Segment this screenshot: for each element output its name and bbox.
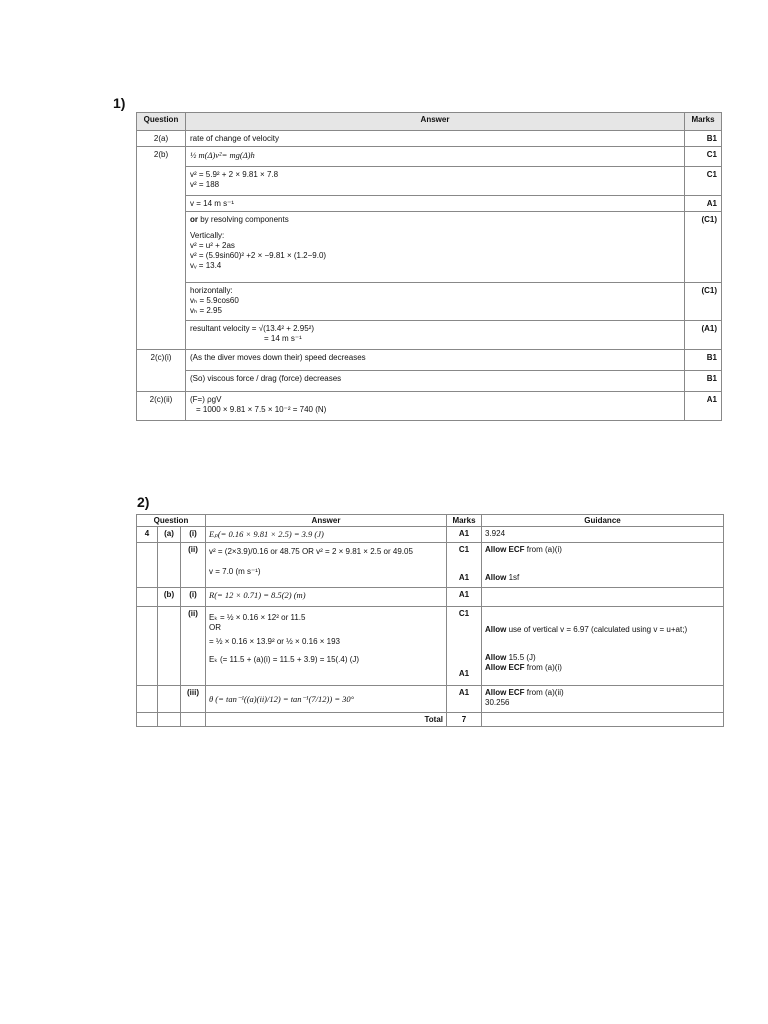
table-row [137,196,722,212]
table-row [137,607,724,686]
table-row [137,350,722,371]
answer-cell [186,167,685,196]
mark-scheme-table-2 [136,514,724,727]
answer-line: Vertically: [190,231,225,240]
answer-cell [186,212,685,283]
answer-line: v² = 188 [190,180,220,189]
question-number: 2(a) [137,131,186,147]
mark-line: C1 [458,545,470,554]
answer-line: = ½ × 0.16 × 13.9² or ½ × 0.16 × 193 [209,637,340,646]
answer-cell [206,607,447,686]
answer-line: v² = u² + 2as [190,241,235,250]
table-row [137,392,722,421]
guidance-keyword: Allow ECF [485,545,525,554]
guidance-cell: 3.924 [482,527,724,543]
answer-line: vₕ = 2.95 [190,306,222,315]
total-value: 7 [447,713,482,727]
mark-cell: B1 [685,371,722,392]
guidance-text: from (a)(i) [524,545,562,554]
answer-cell [206,543,447,588]
question-1-heading: 1) [113,95,126,111]
answer-cell: v = 14 m s⁻¹ [186,196,685,212]
answer-line: Eₖ = ½ × 0.16 × 12² or 11.5 [209,613,306,622]
answer-cell [186,321,685,350]
question-number: 2(c)(ii) [137,392,186,421]
answer-cell: θ (= tan⁻¹((a)(ii)/12) = tan⁻¹(7/12)) = 30° [206,686,447,713]
answer-cell: R(= 12 × 0.71) = 8.5(2) (m) [206,588,447,607]
table-row [137,543,724,588]
answer-line: v² = 5.9² + 2 × 9.81 × 7.8 [190,170,279,179]
guidance-keyword: Allow ECF [485,688,525,697]
mark-cell: A1 [447,588,482,607]
answer-line: v = 7.0 (m s⁻¹) [209,567,261,576]
mark-cell: C1 [685,147,722,167]
empty-cell [482,588,724,607]
answer-cell: Eₚ(= 0.16 × 9.81 × 2.5) = 3.9 (J) [206,527,447,543]
answer-cell: (So) viscous force / drag (force) decreases [186,371,685,392]
mark-line: C1 [458,609,470,618]
table-row [137,147,722,167]
answer-line: = 14 m s⁻¹ [264,334,302,343]
empty-cell [181,713,206,727]
guidance-keyword: Allow [485,653,507,662]
empty-cell [137,607,158,686]
table-row [137,371,722,392]
answer-line: horizontally: [190,286,233,295]
guidance-text: 30.256 [485,698,510,707]
answer-line: resultant velocity = √(13.4² + 2.95²) [190,324,315,333]
mark-scheme-table-1 [136,112,722,421]
mark-cell: A1 [685,196,722,212]
mark-cell: (A1) [685,321,722,350]
answer-line: by resolving components [200,215,289,224]
or-keyword: or [190,215,198,224]
header-question: Question [137,515,206,527]
subpart-label: (ii) [181,607,206,686]
mark-line: A1 [458,573,470,582]
question-number: 2(b) [137,147,186,350]
question-number: 4 [137,527,158,543]
empty-cell [158,607,181,686]
guidance-keyword: Allow ECF [485,663,525,672]
answer-line: OR [209,623,221,632]
guidance-text: 15.5 (J) [506,653,536,662]
table-row [137,167,722,196]
answer-line: = 1000 × 9.81 × 7.5 × 10⁻² = 740 (N) [196,405,327,414]
guidance-keyword: Allow [485,625,507,634]
table-row [137,131,722,147]
mark-cell: (C1) [685,212,722,283]
answer-cell [186,392,685,421]
subpart-label: (iii) [181,686,206,713]
mark-cell [447,543,482,588]
part-label: (a) [158,527,181,543]
header-marks: Marks [447,515,482,527]
header-marks: Marks [685,113,722,131]
header-question: Question [137,113,186,131]
subpart-label: (ii) [181,543,206,588]
answer-line: (F=) ρgV [190,395,222,404]
mark-line: A1 [458,669,470,678]
table-row [137,321,722,350]
table-row [137,283,722,321]
subpart-label: (i) [181,588,206,607]
answer-line: vᵥ = 13.4 [190,261,222,270]
guidance-text: use of vertical v = 6.97 (calculated using v = u+at;) [506,625,688,634]
mark-cell: A1 [685,392,722,421]
table-header-row [137,113,722,131]
question-number: 2(c)(i) [137,350,186,392]
table-header-row [137,515,724,527]
total-label: Total [206,713,447,727]
mark-cell: A1 [447,686,482,713]
header-guidance: Guidance [482,515,724,527]
guidance-text: from (a)(ii) [524,688,564,697]
empty-cell [482,713,724,727]
answer-line: v² = (2×3.9)/0.16 or 48.75 OR v² = 2 × 9.81 × 2.5 or 49.05 [209,547,413,556]
mark-cell: B1 [685,350,722,371]
subpart-label: (i) [181,527,206,543]
answer-cell: ½ m(Δ)v²= mg(Δ)h [186,147,685,167]
question-2-heading: 2) [137,494,150,510]
guidance-text: 1sf [506,573,520,582]
header-answer: Answer [186,113,685,131]
total-row [137,713,724,727]
table-row [137,527,724,543]
empty-cell [137,713,158,727]
empty-cell [137,588,158,607]
answer-cell: (As the diver moves down their) speed decreases [186,350,685,371]
empty-cell [137,543,158,588]
guidance-cell [482,543,724,588]
mark-cell [447,607,482,686]
empty-cell [158,713,181,727]
empty-cell [158,543,181,588]
guidance-keyword: Allow [485,573,507,582]
mark-cell: B1 [685,131,722,147]
guidance-cell [482,686,724,713]
answer-line: vₕ = 5.9cos60 [190,296,239,305]
answer-line: Eₖ (= 11.5 + (a)(i) = 11.5 + 3.9) = 15(.4) (J) [209,655,360,664]
empty-cell [158,686,181,713]
table-row [137,588,724,607]
part-label: (b) [158,588,181,607]
answer-line: v² = (5.9sin60)² +2 × −9.81 × (1.2−9.0) [190,251,327,260]
table-row [137,212,722,283]
empty-cell [137,686,158,713]
mark-cell: C1 [685,167,722,196]
table-row [137,686,724,713]
answer-cell [186,283,685,321]
mark-cell: A1 [447,527,482,543]
guidance-cell [482,607,724,686]
header-answer: Answer [206,515,447,527]
guidance-text: from (a)(i) [524,663,562,672]
answer-cell: rate of change of velocity [186,131,685,147]
mark-cell: (C1) [685,283,722,321]
